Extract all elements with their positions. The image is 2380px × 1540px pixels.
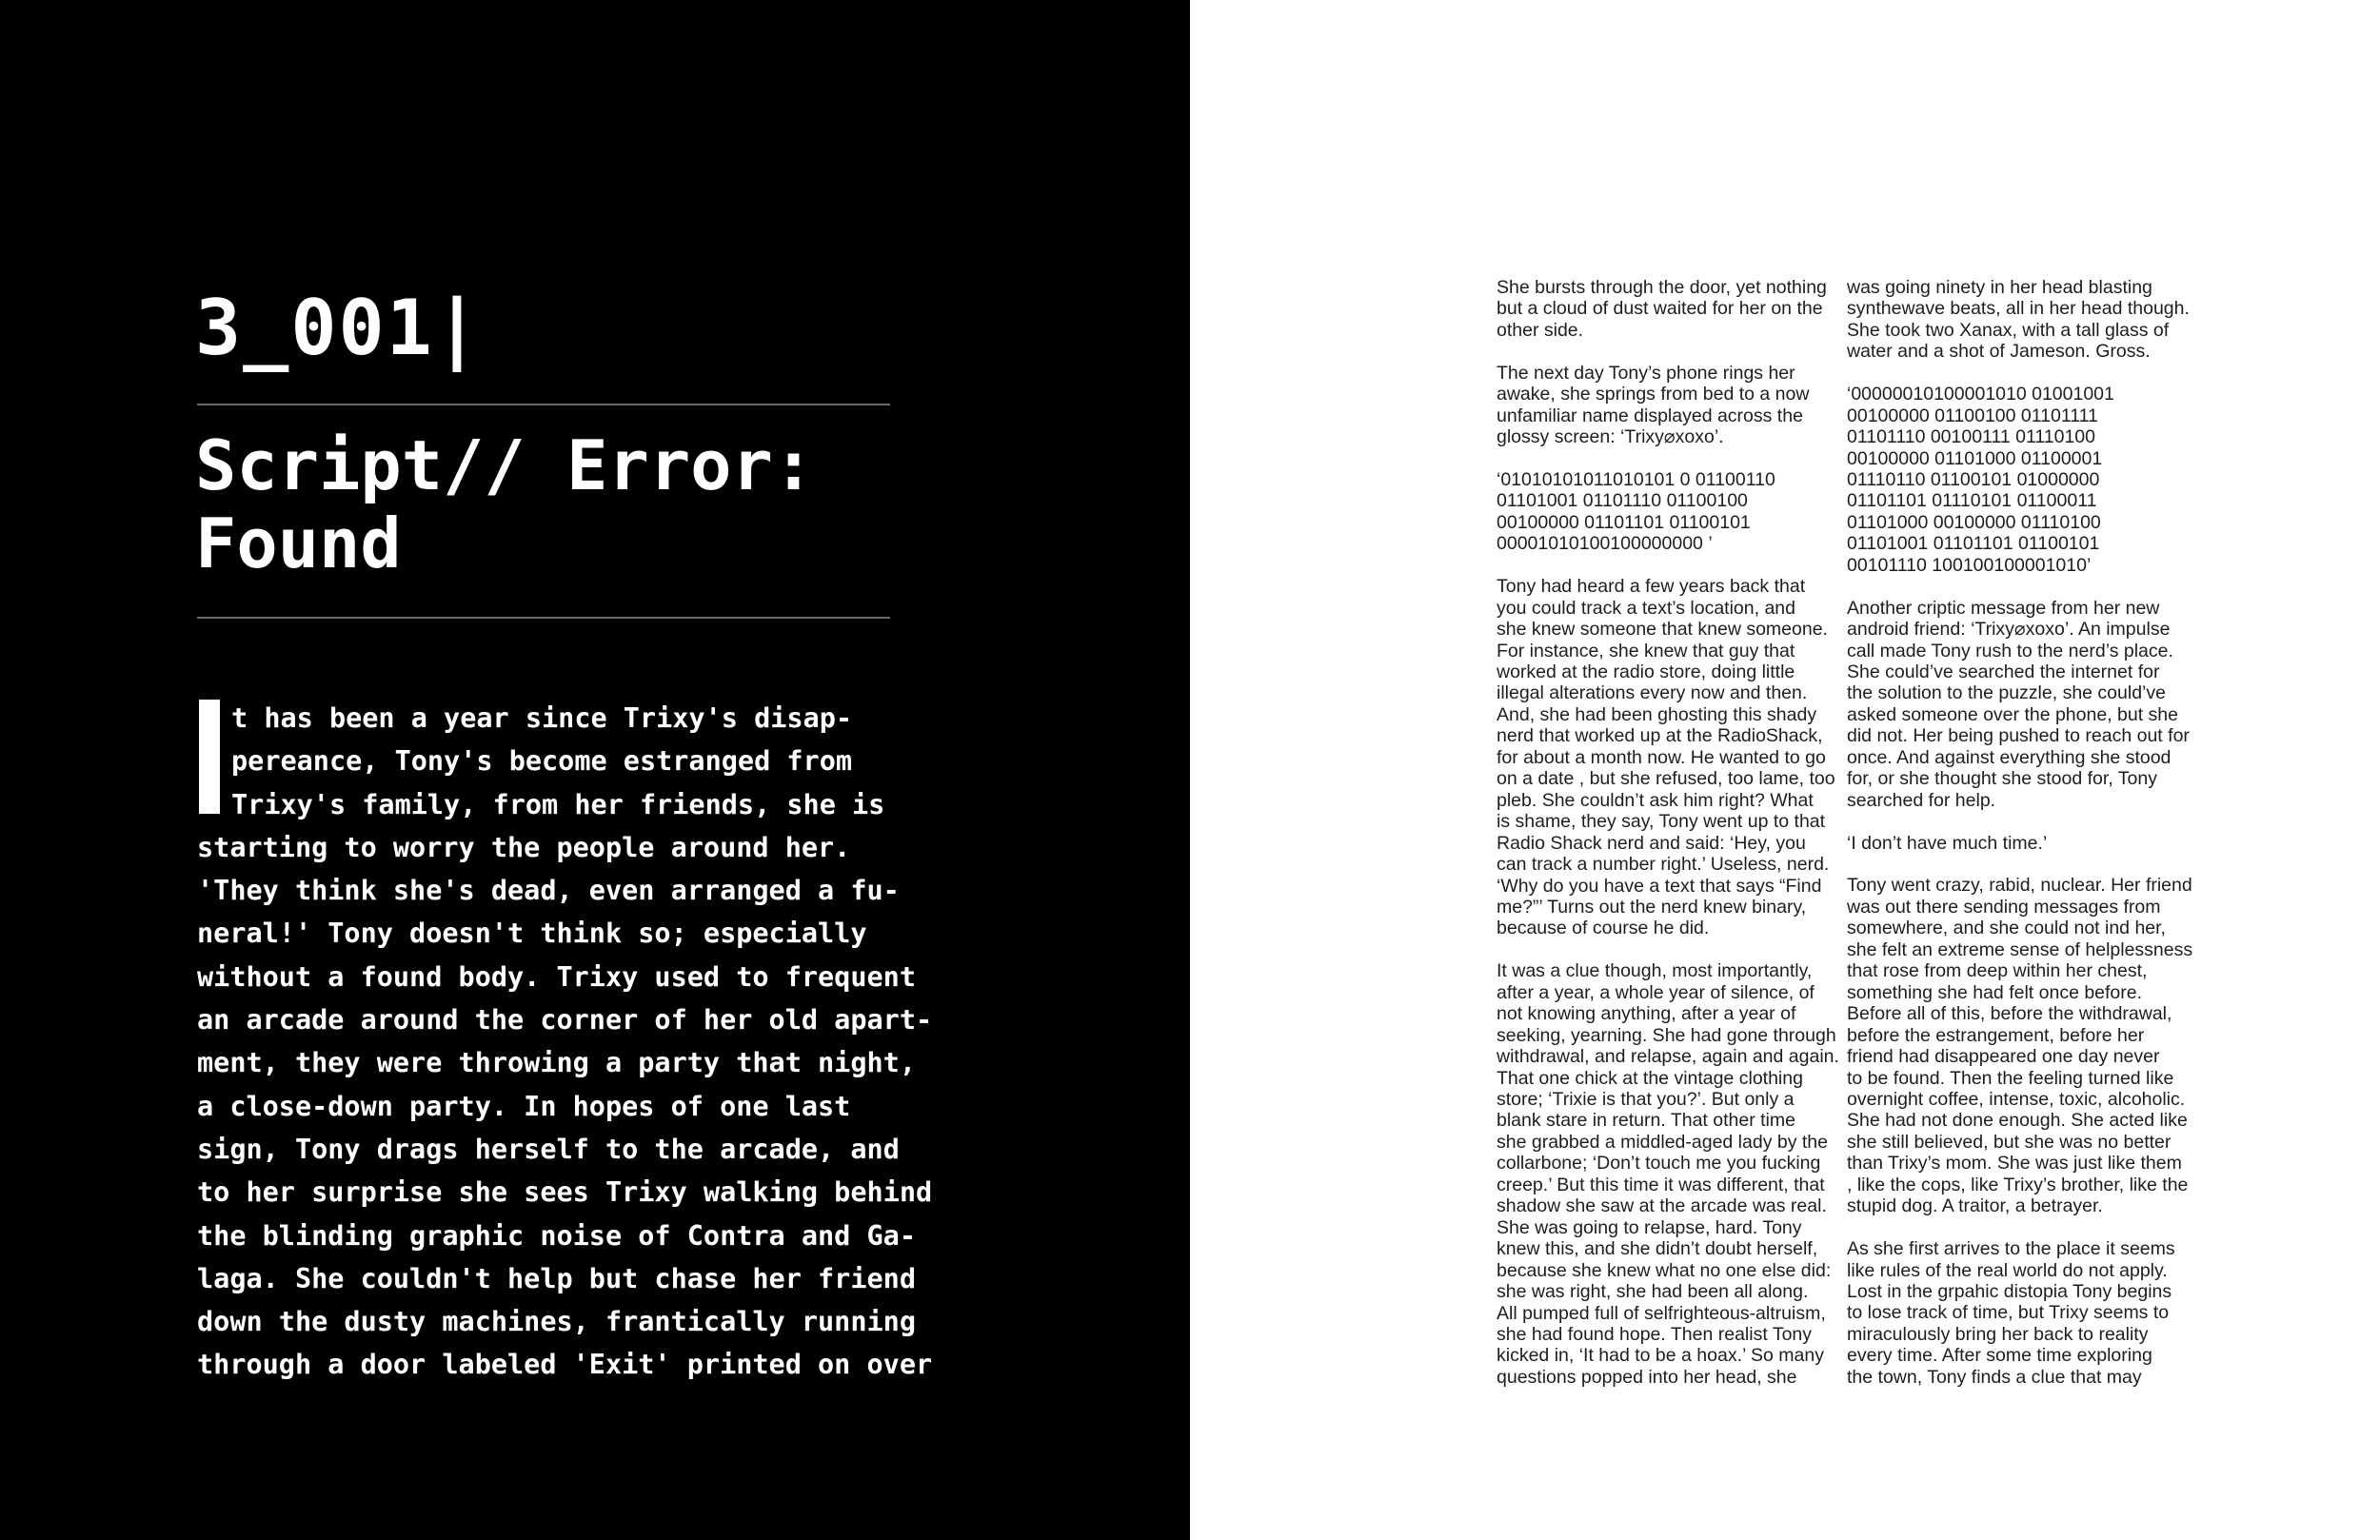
body-line: not knowing anything, after a year of (1497, 1003, 1796, 1025)
right-page (1190, 0, 2380, 1540)
chapter-number: 3_001| (195, 284, 482, 372)
body-line: you could track a text’s location, and (1497, 597, 1795, 619)
body-line: 00100000 01101000 01100001 (1847, 447, 2103, 469)
body-line: ‘00000010100001010 01001001 (1847, 384, 2114, 405)
intro-line: an arcade around the corner of her old apart- (197, 1004, 933, 1037)
body-line: somewhere, and she could not ind her, (1847, 918, 2166, 939)
body-line: call made Tony rush to the nerd’s place. (1847, 640, 2173, 661)
body-line: awake, she springs from bed to a now (1497, 384, 1810, 405)
body-line: android friend: ‘Trixy⌀xoxo’. An impulse (1847, 619, 2171, 641)
body-line: ‘I don’t have much time.’ (1847, 832, 2048, 854)
body-line: collarbone; ‘Don’t touch me you fucking (1497, 1153, 1821, 1175)
body-line: nerd that worked up at the RadioShack, (1497, 725, 1823, 747)
body-line: other side. (1497, 319, 1584, 341)
body-paragraph (1497, 469, 1830, 555)
body-line: than Trixy’s mom. She was just like them (1847, 1153, 2182, 1175)
title-line: Found (195, 503, 402, 583)
body-line: the solution to the puzzle, she could’ve (1847, 682, 2166, 704)
body-paragraph (1847, 875, 2193, 1217)
divider-top (197, 404, 890, 405)
body-line: after a year, a whole year of silence, of (1497, 981, 1815, 1003)
body-line: to lose track of time, but Trixy seems to (1847, 1302, 2170, 1324)
body-line: she felt an extreme sense of helplessness (1847, 938, 2193, 960)
body-line: All pumped full of selfrighteous-altruism, (1497, 1302, 1826, 1324)
text-column-2 (1847, 277, 2193, 1410)
body-line: for about a month now. He wanted to go (1497, 746, 1826, 768)
body-line: to be found. Then the feeling turned like (1847, 1067, 2174, 1089)
body-paragraph (1497, 363, 1830, 448)
body-line: she was right, she had been all along. (1497, 1281, 1809, 1303)
body-line: And, she had been ghosting this shady (1497, 703, 1817, 725)
intro-line: sign, Tony drags herself to the arcade, and (197, 1133, 900, 1165)
body-line: on a date , but she refused, too lame, too (1497, 768, 1835, 790)
intro-line: neral!' Tony doesn't think so; especially (197, 918, 867, 950)
body-line: creep.’ But this time it was different, that (1497, 1174, 1825, 1195)
intro-line: t has been a year since Trixy's disap- (231, 702, 853, 734)
intro-line: without a found body. Trixy used to frequent (197, 960, 916, 993)
body-line: was out there sending messages from (1847, 896, 2161, 918)
chapter-title (195, 426, 919, 582)
body-line: blank stare in return. That other time (1497, 1110, 1795, 1132)
body-line: but a cloud of dust waited for her on the (1497, 298, 1823, 320)
body-line: she still believed, but she was no better (1847, 1131, 2172, 1153)
body-line: water and a shot of Jameson. Gross. (1847, 341, 2151, 363)
body-line: 01101110 00100111 01110100 (1847, 426, 2095, 448)
intro-line: pereance, Tony's become estranged from (231, 745, 853, 778)
intro-line: Trixy's family, from her friends, she is (231, 788, 885, 820)
body-line: she grabbed a middled-aged lady by the (1497, 1131, 1828, 1153)
intro-line: 'They think she's dead, even arranged a fu- (197, 875, 900, 907)
body-line: that rose from deep within her chest, (1847, 960, 2148, 982)
body-line: overnight coffee, intense, toxic, alcoholic. (1847, 1088, 2186, 1110)
body-line: ‘Why do you have a text that says “Find (1497, 875, 1822, 897)
body-line: She was going to relapse, hard. Tony (1497, 1216, 1802, 1238)
body-line: kicked in, ‘It had to be a hoax.’ So many (1497, 1345, 1824, 1367)
intro-line: a close-down party. In hopes of one last (197, 1090, 851, 1122)
body-line: something she had felt once before. (1847, 981, 2143, 1003)
body-line: friend had disappeared one day never (1847, 1046, 2160, 1068)
body-line: As she first arrives to the place it seems (1847, 1238, 2175, 1260)
body-line: miraculously bring her back to reality (1847, 1323, 2149, 1345)
body-line: unfamiliar name displayed across the (1497, 405, 1803, 426)
body-line: , like the cops, like Trixy’s brother, like the (1847, 1174, 2189, 1195)
body-line: The next day Tony’s phone rings her (1497, 362, 1795, 384)
intro-paragraph (197, 697, 933, 1387)
title-line: Script// Error: (195, 425, 815, 505)
body-line: 01110110 01100101 01000000 (1847, 469, 2100, 491)
body-line: searched for help. (1847, 789, 1996, 811)
body-line: seeking, yearning. She had gone through (1497, 1024, 1836, 1046)
body-line: knew this, and she didn’t doubt herself, (1497, 1238, 1818, 1260)
body-line: 00101110 100100100001010’ (1847, 554, 2092, 576)
intro-line: the blinding graphic noise of Contra and Ga- (197, 1219, 916, 1252)
body-line: It was a clue though, most importantly, (1497, 960, 1813, 982)
body-paragraph (1847, 1238, 2184, 1388)
body-line: because of course he did. (1497, 918, 1710, 939)
body-paragraph (1497, 576, 1835, 939)
body-line: ‘01010101011010101 0 01100110 (1497, 468, 1775, 490)
body-line: stupid dog. A traitor, a betrayer. (1847, 1195, 2103, 1217)
body-line: store; ‘Trixie is that you?’. But only a (1497, 1088, 1795, 1110)
body-line: She could’ve searched the internet for (1847, 661, 2160, 683)
body-line: illegal alterations every now and then. (1497, 682, 1808, 704)
intro-line: to her surprise she sees Trixy walking behind (197, 1176, 933, 1209)
body-line: once. And against everything she stood (1847, 746, 2172, 768)
body-line: Lost in the grpahic distopia Tony begins (1847, 1280, 2172, 1302)
body-line: did not. Her being pushed to reach out for (1847, 725, 2190, 747)
body-line: 00100000 01101101 01100101 (1497, 511, 1751, 533)
body-paragraph (1847, 277, 2190, 363)
body-paragraph (1847, 597, 2190, 812)
body-line: the town, Tony finds a clue that may (1847, 1366, 2142, 1388)
body-line: Before all of this, before the withdrawal, (1847, 1003, 2172, 1025)
body-line: pleb. She couldn’t ask him right? What (1497, 789, 1814, 811)
body-line: glossy screen: ‘Trixy⌀xoxo’. (1497, 426, 1724, 448)
body-line: 01101001 01101101 01100101 (1847, 533, 2100, 555)
body-paragraph (1497, 960, 1839, 1388)
body-line: Another criptic message from her new (1847, 597, 2160, 619)
intro-line: laga. She couldn't help but chase her friend (197, 1262, 916, 1294)
body-line: asked someone over the phone, but she (1847, 703, 2178, 725)
body-line: She took two Xanax, with a tall glass of (1847, 319, 2170, 341)
body-line: Radio Shack nerd and said: ‘Hey, you (1497, 832, 1806, 854)
body-line: questions popped into her head, she (1497, 1366, 1797, 1388)
body-line: synthewave beats, all in her head though. (1847, 298, 2190, 320)
body-line: she had found hope. Then realist Tony (1497, 1323, 1813, 1345)
intro-line: through a door labeled 'Exit' printed on over (197, 1349, 933, 1381)
body-line: 01101001 01101110 01100100 (1497, 490, 1748, 512)
body-line: before the estrangement, before her (1847, 1024, 2145, 1046)
intro-line: starting to worry the people around her. (197, 831, 851, 863)
intro-line: ment, they were throwing a party that night, (197, 1047, 916, 1079)
body-line: withdrawal, and relapse, again and again. (1497, 1046, 1839, 1068)
body-paragraph (1497, 277, 1830, 341)
body-line: For instance, she knew that guy that (1497, 640, 1795, 661)
body-line: She bursts through the door, yet nothing (1497, 277, 1827, 298)
intro-line: down the dusty machines, frantically running (197, 1306, 916, 1338)
body-line: is shame, they say, Tony went up to that (1497, 811, 1826, 833)
body-line: 01101101 01110101 01100011 (1847, 490, 2097, 512)
body-line: can track a number right.’ Useless, nerd. (1497, 854, 1830, 876)
body-line: 01101000 00100000 01110100 (1847, 511, 2101, 533)
text-column-1 (1497, 277, 1839, 1410)
body-line: Tony went crazy, rabid, nuclear. Her friend (1847, 875, 2192, 897)
body-line: worked at the radio store, doing little (1497, 661, 1795, 682)
body-line: 00001010100100000000 ’ (1497, 533, 1713, 555)
body-line: every time. After some time exploring (1847, 1345, 2152, 1367)
body-line: Tony had heard a few years back that (1497, 576, 1806, 598)
body-line: me?”’ Turns out the nerd knew binary, (1497, 896, 1807, 918)
body-paragraph (1847, 833, 2184, 854)
body-line: like rules of the real world do not apply. (1847, 1259, 2168, 1281)
body-line: She had not done enough. She acted like (1847, 1110, 2188, 1132)
body-line: because she knew what no one else did: (1497, 1259, 1832, 1281)
body-line: was going ninety in her head blasting (1847, 277, 2152, 298)
body-line: 00100000 01100100 01101111 (1847, 405, 2098, 426)
body-line: for, or she thought she stood for, Tony (1847, 768, 2157, 790)
divider-bottom (197, 617, 890, 619)
body-line: she knew someone that knew someone. (1497, 619, 1828, 641)
body-paragraph (1847, 384, 2184, 576)
body-line: shadow she saw at the arcade was real. (1497, 1195, 1827, 1217)
body-line: That one chick at the vintage clothing (1497, 1067, 1803, 1089)
